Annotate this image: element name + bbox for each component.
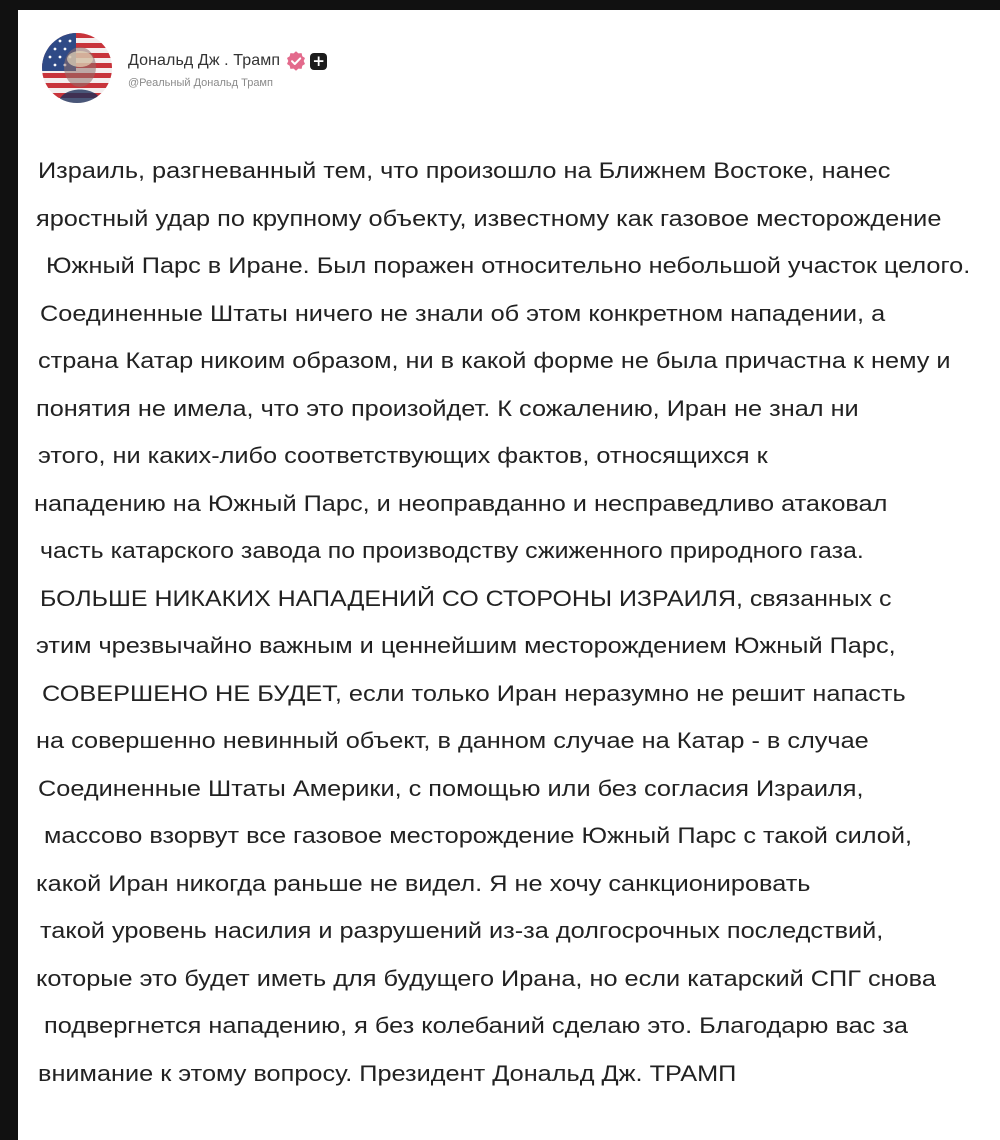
follow-button[interactable] bbox=[310, 53, 327, 70]
post-text-line: на совершенно невинный объект, в данном случае на Катар - в случае bbox=[36, 728, 869, 753]
author-name[interactable]: Дональд Дж . Трамп bbox=[128, 52, 281, 69]
post-text-line: массово взорвут все газовое месторождение Южный Парс с такой силой, bbox=[44, 823, 913, 848]
post-text-line: какой Иран никогда раньше не видел. Я не хочу санкционировать bbox=[36, 870, 811, 896]
post-text-line: страна Катар никоим образом, ни в какой форме не была причастна к нему и bbox=[38, 348, 951, 373]
avatar[interactable] bbox=[42, 33, 112, 103]
post-text-line: Южный Парс в Иране. Был поражен относительно небольшой участок целого. bbox=[46, 253, 971, 278]
author-name-row bbox=[128, 47, 327, 75]
post-text-line: такой уровень насилия и разрушений из-за долгосрочных последствий, bbox=[40, 918, 884, 943]
author-handle[interactable]: @Реальный Дональд Трамп bbox=[128, 77, 273, 89]
verified-badge-icon bbox=[286, 51, 306, 71]
post-text-line: яростный удар по крупному объекту, известному как газовое месторождение bbox=[36, 205, 942, 231]
plus-icon: + bbox=[312, 51, 325, 70]
post-header bbox=[42, 30, 327, 106]
post-text-line: понятия не имела, что это произойдет. К сожалению, Иран не знал ни bbox=[36, 395, 859, 421]
post-text-line: СОВЕРШЕНО НЕ БУДЕТ, если только Иран неразумно не решит напасть bbox=[42, 680, 906, 706]
post-text-line: часть катарского завода по производству сжиженного природного газа. bbox=[40, 538, 864, 563]
post-text-line: этого, ни каких-либо соответствующих фактов, относящихся к bbox=[38, 443, 768, 468]
post-text-line: Соединенные Штаты ничего не знали об этом конкретном нападении, а bbox=[40, 300, 886, 326]
post-text-line: подвергнется нападению, я без колебаний сделаю это. Благодарю вас за bbox=[44, 1013, 909, 1038]
post-text-line: Израиль, разгневанный тем, что произошло на Ближнем Востоке, нанес bbox=[38, 158, 891, 183]
post-text-line: Соединенные Штаты Америки, с помощью или без согласия Израиля, bbox=[38, 775, 864, 801]
post-card bbox=[18, 10, 1000, 1140]
post-text-line: внимание к этому вопросу. Президент Дональд Дж. ТРАМП bbox=[38, 1060, 737, 1086]
author-block bbox=[128, 47, 327, 89]
post-text-line: которые это будет иметь для будущего Ирана, но если катарский СПГ снова bbox=[36, 965, 936, 991]
post-text-line: нападению на Южный Парс, и неоправданно и несправедливо атаковал bbox=[34, 490, 888, 516]
post-text-line: БОЛЬШЕ НИКАКИХ НАПАДЕНИЙ СО СТОРОНЫ ИЗРАИЛЯ, связанных с bbox=[40, 585, 892, 611]
avatar-flag-portrait-icon bbox=[42, 33, 112, 103]
post-text-line: этим чрезвычайно важным и ценнейшим месторождением Южный Парс, bbox=[36, 633, 896, 658]
